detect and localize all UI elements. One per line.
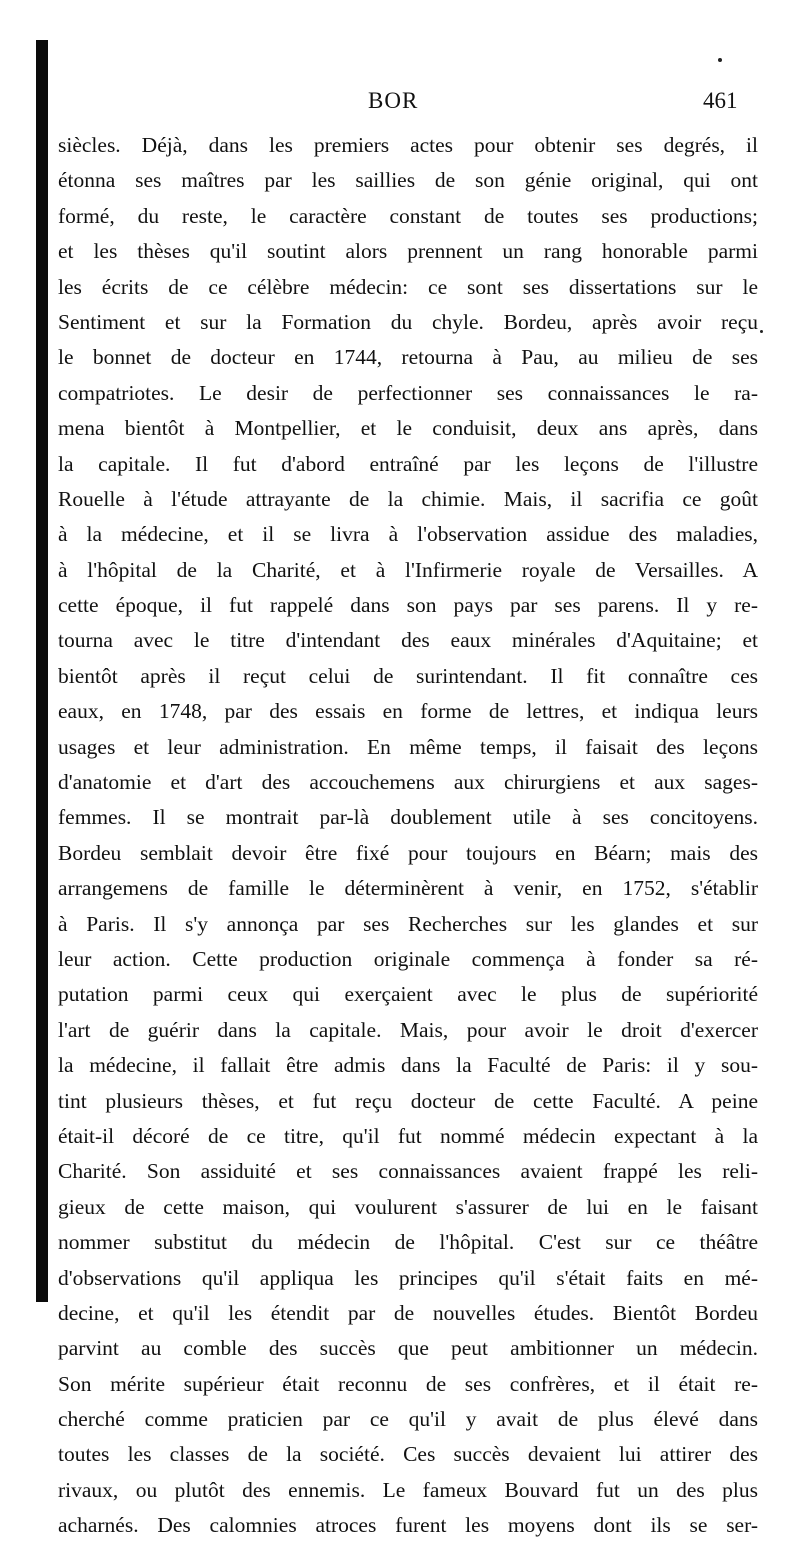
text-line: putation parmi ceux qui exerçaient avec le plus de supériorité: [58, 982, 758, 1007]
text-line: decine, et qu'il les étendit par de nouvelles études. Bientôt Bordeu: [58, 1300, 758, 1325]
text-line: Charité. Son assiduité et ses connaissances avaient frappé les reli-: [58, 1159, 758, 1184]
text-line: leur action. Cette production originale commença à fonder sa ré-: [58, 946, 758, 971]
text-line: le bonnet de docteur en 1744, retourna à Pau, au milieu de ses: [58, 345, 758, 370]
text-line: formé, du reste, le caractère constant de toutes ses productions;: [58, 203, 758, 228]
text-line: usages et leur administration. En même temps, il faisait des leçons: [58, 734, 758, 759]
text-line: acharnés. Des calomnies atroces furent les moyens dont ils se ser-: [58, 1513, 758, 1538]
text-line: cette époque, il fut rappelé dans son pays par ses parens. Il y re-: [58, 593, 758, 618]
text-line: la médecine, il fallait être admis dans la Faculté de Paris: il y sou-: [58, 1053, 758, 1078]
text-line: parvint au comble des succès que peut ambitionner un médecin.: [58, 1336, 758, 1361]
text-line: femmes. Il se montrait par-là doublement utile à ses concitoyens.: [58, 805, 758, 830]
text-line: cherché comme praticien par ce qu'il y avait de plus élevé dans: [58, 1407, 758, 1432]
text-line: Son mérite supérieur était reconnu de ses confrères, et il était re-: [58, 1371, 758, 1396]
page-number: 461: [703, 88, 738, 113]
text-line: eaux, en 1748, par des essais en forme de lettres, et indiqua leurs: [58, 699, 758, 724]
text-line: arrangemens de famille le déterminèrent à venir, en 1752, s'établir: [58, 876, 758, 901]
text-line: étonna ses maîtres par les saillies de son génie original, qui ont: [58, 168, 758, 193]
text-line: Sentiment et sur la Formation du chyle. Bordeu, après avoir reçu: [58, 309, 758, 334]
running-head: BOR: [368, 88, 419, 113]
binding-edge: [36, 40, 48, 1302]
text-line: à la médecine, et il se livra à l'observation assidue des maladies,: [58, 522, 758, 547]
text-line: d'anatomie et d'art des accouchemens aux chirurgiens et aux sages-: [58, 770, 758, 795]
text-line: toutes les classes de la société. Ces succès devaient lui attirer des: [58, 1442, 758, 1467]
text-line: rivaux, ou plutôt des ennemis. Le fameux Bouvard fut un des plus: [58, 1477, 758, 1502]
print-speck: [718, 58, 722, 62]
text-line: à Paris. Il s'y annonça par ses Recherches sur les glandes et sur: [58, 911, 758, 936]
text-line: Bordeu semblait devoir être fixé pour toujours en Béarn; mais des: [58, 840, 758, 865]
text-line: tint plusieurs thèses, et fut reçu docteur de cette Faculté. A peine: [58, 1088, 758, 1113]
text-line: était-il décoré de ce titre, qu'il fut nommé médecin expectant à la: [58, 1123, 758, 1148]
text-line: l'art de guérir dans la capitale. Mais, pour avoir le droit d'exercer: [58, 1017, 758, 1042]
text-line: mena bientôt à Montpellier, et le conduisit, deux ans après, dans: [58, 416, 758, 441]
text-line: Rouelle à l'étude attrayante de la chimie. Mais, il sacrifia ce goût: [58, 486, 758, 511]
text-line: siècles. Déjà, dans les premiers actes pour obtenir ses degrés, il: [58, 133, 758, 157]
text-line: gieux de cette maison, qui voulurent s'assurer de lui en le faisant: [58, 1194, 758, 1219]
page-header: [0, 88, 800, 124]
text-line: bientôt après il reçut celui de surintendant. Il fit connaître ces: [58, 663, 758, 688]
text-line: à l'hôpital de la Charité, et à l'Infirmerie royale de Versailles. A: [58, 557, 758, 582]
text-line: compatriotes. Le desir de perfectionner ses connaissances le ra-: [58, 380, 758, 405]
text-line: et les thèses qu'il soutint alors prennent un rang honorable parmi: [58, 239, 758, 264]
text-line: d'observations qu'il appliqua les principes qu'il s'était faits en mé-: [58, 1265, 758, 1290]
text-line: tourna avec le titre d'intendant des eaux minérales d'Aquitaine; et: [58, 628, 758, 653]
text-line: nommer substitut du médecin de l'hôpital. C'est sur ce théâtre: [58, 1230, 758, 1255]
print-speck: [760, 330, 763, 333]
text-line: les écrits de ce célèbre médecin: ce sont ses dissertations sur le: [58, 274, 758, 299]
text-line: la capitale. Il fut d'abord entraîné par les leçons de l'illustre: [58, 451, 758, 476]
body-text: [58, 128, 758, 1544]
